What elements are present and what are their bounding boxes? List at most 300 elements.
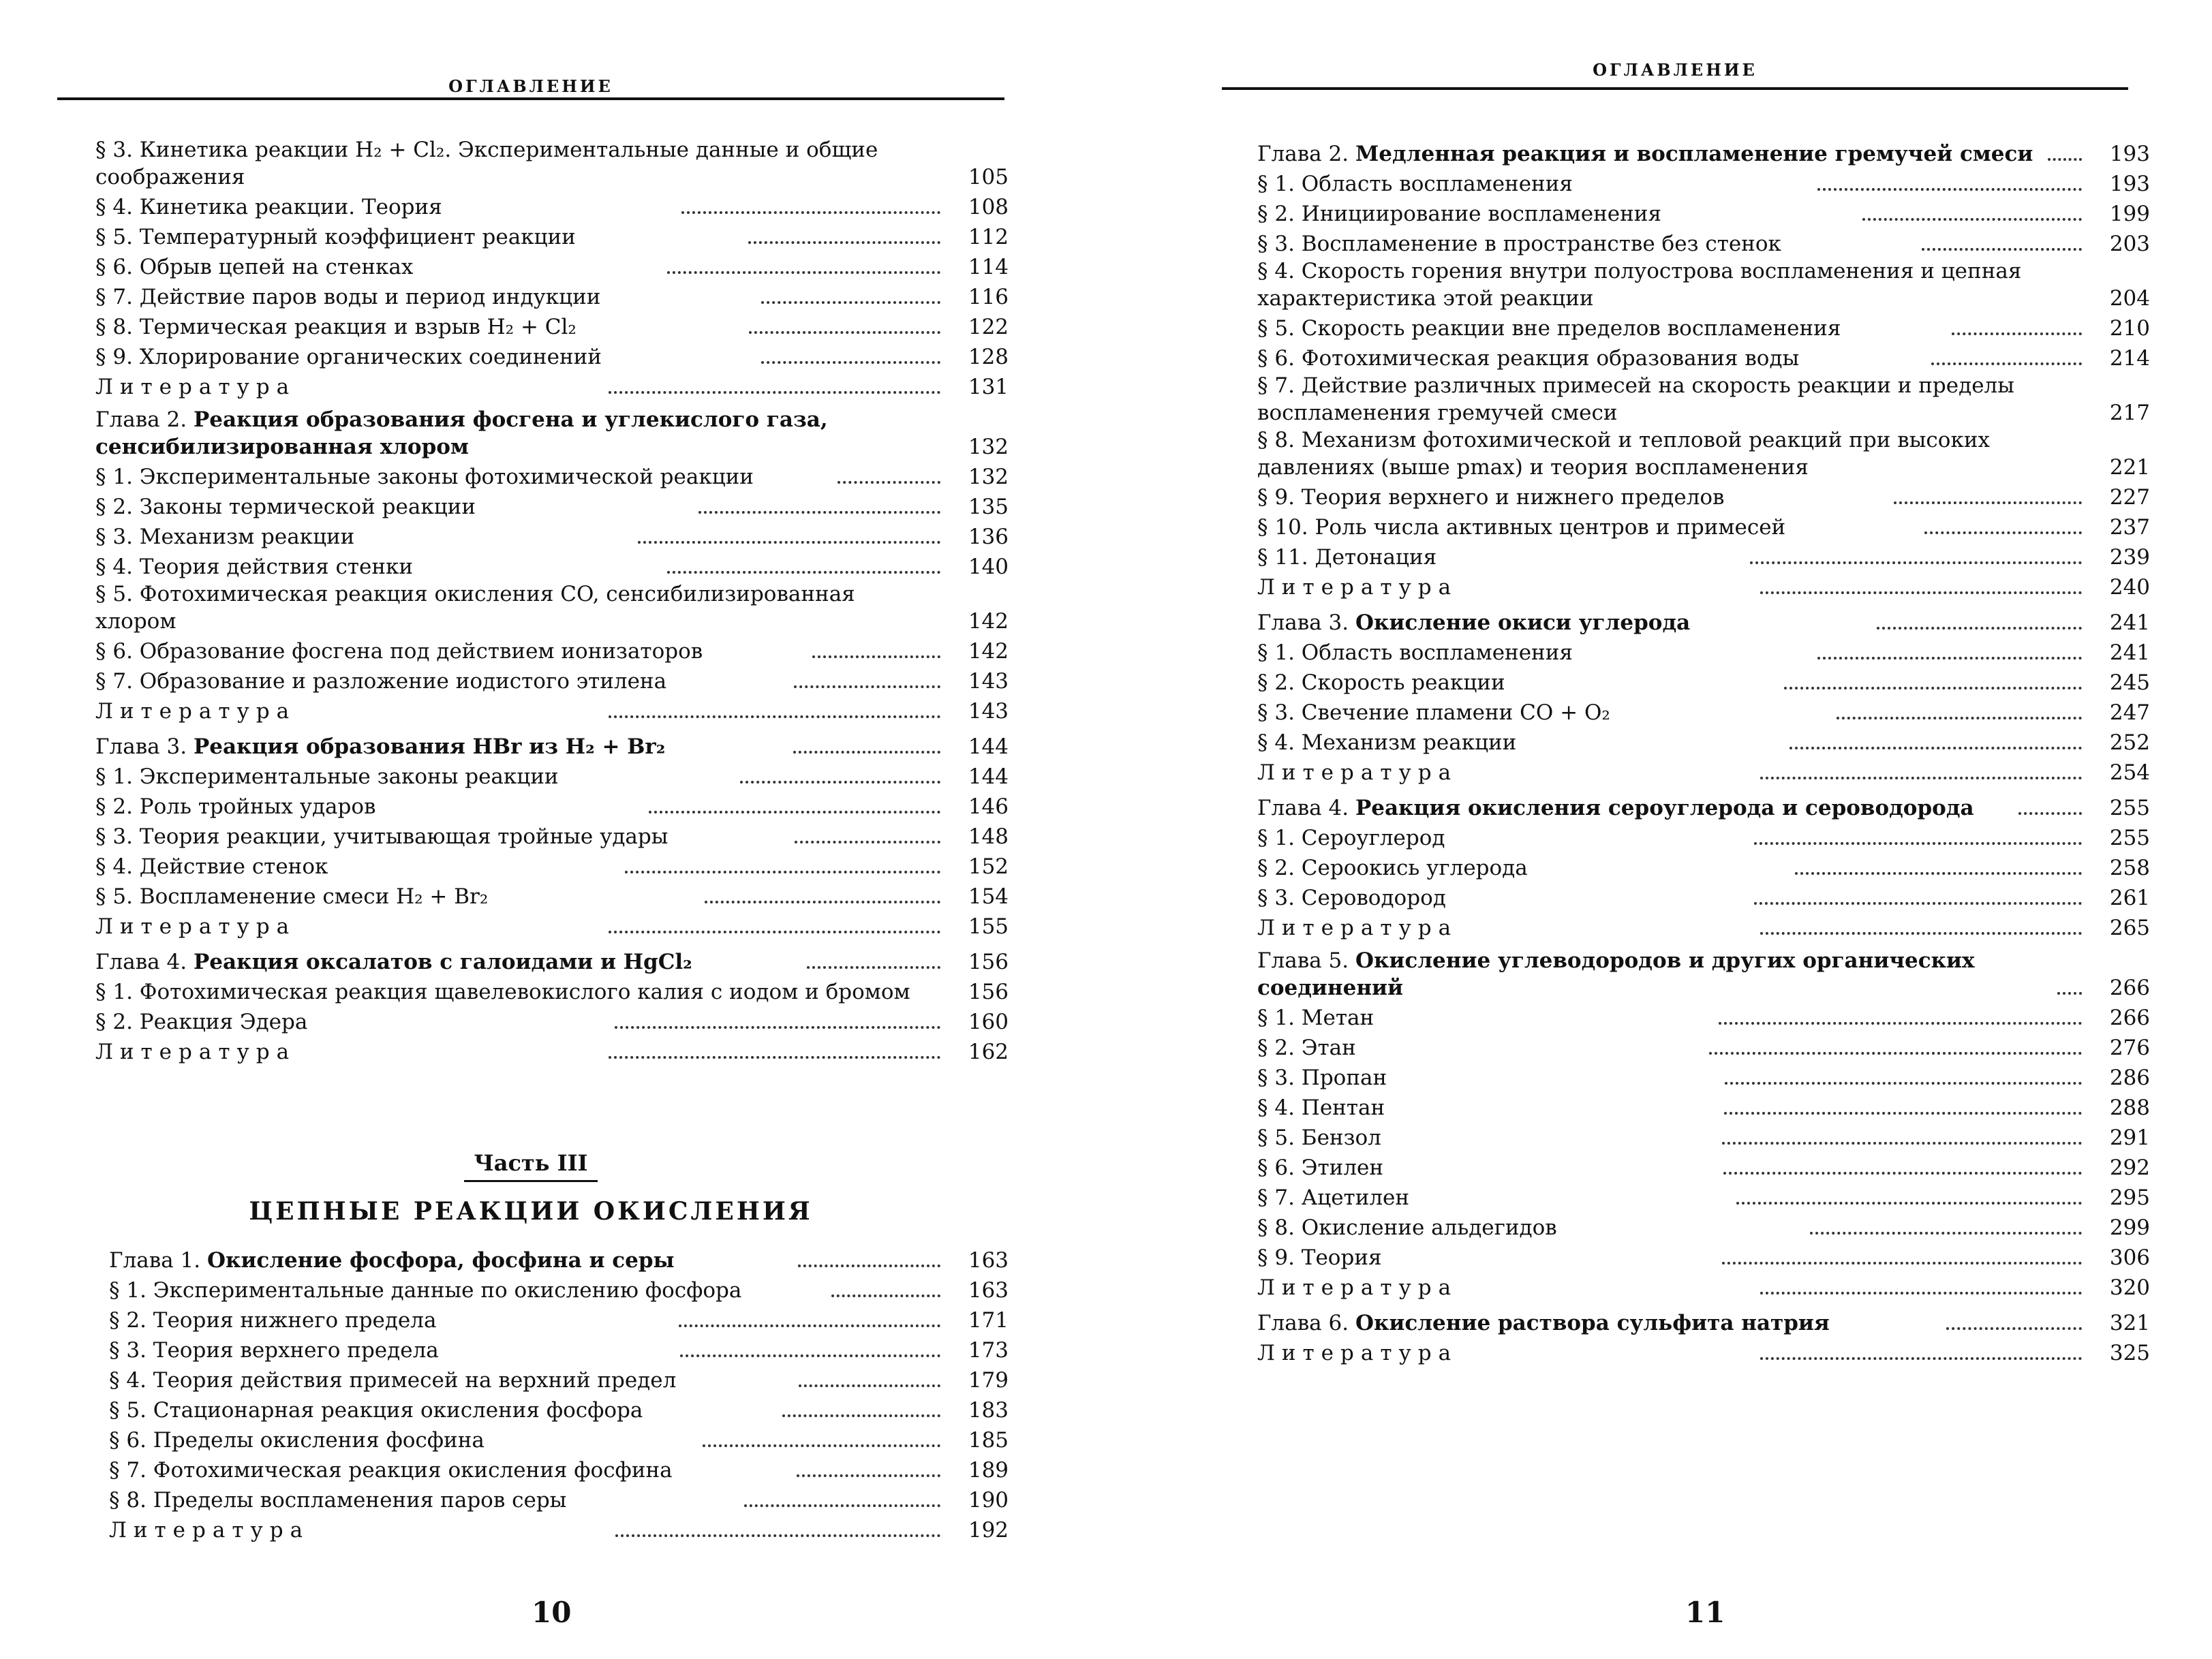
toc-page-number: 204 bbox=[2109, 286, 2150, 311]
toc-page-number: 325 bbox=[2109, 1341, 2151, 1365]
dot-leader bbox=[680, 1354, 940, 1357]
toc-page-number: 163 bbox=[968, 1278, 1009, 1303]
dot-leader bbox=[1754, 842, 2082, 845]
toc-entry-title bbox=[95, 948, 799, 976]
dot-leader bbox=[1760, 777, 2082, 779]
toc-page-number: 144 bbox=[968, 764, 1009, 789]
toc-page-number: 258 bbox=[2109, 856, 2150, 880]
toc-entry-title: § 7. Ацетилен bbox=[1257, 1185, 1410, 1210]
dot-leader bbox=[1877, 627, 2082, 630]
toc-page-number: 193 bbox=[2109, 172, 2151, 196]
dot-leader bbox=[1924, 531, 2082, 534]
toc-section-entry bbox=[95, 191, 1009, 221]
toc-page-number: 146 bbox=[968, 794, 1009, 819]
running-head: ОГЛАВЛЕНИЕ bbox=[1593, 60, 1757, 80]
toc-page-number: 193 bbox=[2109, 142, 2150, 166]
dot-leader bbox=[1789, 747, 2082, 749]
toc-section-entry bbox=[109, 1424, 1009, 1454]
toc-page-number: 135 bbox=[968, 495, 1009, 519]
dot-leader bbox=[799, 1384, 940, 1387]
toc-page-number: 143 bbox=[968, 669, 1009, 694]
running-head: ОГЛАВЛЕНИЕ bbox=[448, 76, 613, 96]
dot-leader bbox=[1760, 932, 2082, 935]
toc-entry-title: § 7. Действие различных примесей на скорость реакции и пределы воспламенения гремучей смеси bbox=[1257, 373, 2014, 425]
toc-page-number: 185 bbox=[968, 1428, 1009, 1453]
dot-leader bbox=[681, 211, 940, 214]
toc-literature-entry bbox=[95, 371, 1009, 401]
toc-page-number: 156 bbox=[968, 950, 1009, 974]
toc-entry-title: § 1. Экспериментальные законы фотохимической реакции bbox=[95, 465, 754, 489]
toc-page-number: 217 bbox=[2109, 401, 2150, 425]
dot-leader bbox=[831, 1294, 940, 1297]
dot-leader bbox=[1862, 218, 2082, 221]
toc-entry-title: § 2. Сероокись углерода bbox=[1257, 856, 1528, 880]
toc-entry-title: § 7. Образование и разложение иодистого этилена bbox=[95, 669, 667, 694]
toc-section-entry bbox=[1257, 1211, 2150, 1241]
toc-page-number: 210 bbox=[2109, 316, 2150, 341]
toc-page-number: 292 bbox=[2109, 1156, 2150, 1180]
toc-entry-title: Литература bbox=[1257, 916, 1458, 940]
dot-leader bbox=[782, 1414, 940, 1417]
toc-section-entry bbox=[1257, 541, 2150, 571]
toc-page-number: 320 bbox=[2109, 1275, 2151, 1300]
toc-entry-title: § 5. Фотохимическая реакция окисления CO, сенсибилизированная хлором bbox=[95, 582, 855, 634]
toc-page-number: 160 bbox=[968, 1010, 1009, 1034]
toc-entry-title: § 7. Фотохимическая реакция окисления фосфина bbox=[109, 1458, 673, 1483]
part-heading bbox=[57, 1150, 1004, 1226]
dot-leader bbox=[667, 571, 940, 574]
toc-entry-title: § 4. Скорость горения внутри полуострова воспламенения и цепная характеристика этой реакции bbox=[1257, 259, 2022, 311]
toc-page-number: 261 bbox=[2109, 886, 2151, 910]
toc-section-entry bbox=[95, 665, 1009, 695]
dot-leader bbox=[794, 685, 940, 688]
dot-leader bbox=[807, 966, 940, 969]
toc-page-number: 132 bbox=[968, 435, 1009, 459]
toc-page-number: 237 bbox=[2109, 515, 2150, 540]
toc-entry-title bbox=[109, 1247, 790, 1274]
chapter-title: Реакция оксалатов с галоидами и HgCl₂ bbox=[193, 950, 692, 974]
toc-page-number: 105 bbox=[968, 165, 1009, 189]
dot-leader bbox=[798, 1265, 940, 1267]
toc-entry-title: § 1. Область воспламенения bbox=[1257, 640, 1573, 665]
dot-leader bbox=[1817, 657, 2082, 660]
toc-entry-title: § 3. Теория реакции, учитывающая тройные удары bbox=[95, 824, 669, 849]
dot-leader bbox=[1760, 1357, 2082, 1360]
toc-entry-title bbox=[1257, 794, 2010, 822]
toc-section-entry bbox=[1257, 1181, 2150, 1211]
toc-page-number: 245 bbox=[2109, 670, 2151, 695]
toc-page-number: 144 bbox=[968, 734, 1009, 759]
toc-section-entry bbox=[109, 1334, 1009, 1364]
toc-page-number: 173 bbox=[968, 1338, 1009, 1363]
toc-section-entry bbox=[95, 136, 1009, 191]
toc-section-entry bbox=[1257, 1151, 2150, 1181]
toc-section-entry bbox=[1257, 882, 2150, 912]
dot-leader bbox=[1724, 1112, 2082, 1115]
toc-page-number: 112 bbox=[968, 225, 1009, 249]
toc-page-number: 116 bbox=[968, 285, 1009, 309]
toc-entry-title: § 4. Теория действия стенки bbox=[95, 555, 414, 579]
toc-entry-title: § 6. Фотохимическая реакция образования воды bbox=[1257, 346, 1800, 371]
toc-page-number: 321 bbox=[2109, 1311, 2150, 1335]
toc-section-entry bbox=[1257, 666, 2150, 696]
toc-section-entry bbox=[1257, 228, 2150, 258]
toc-chapter-entry bbox=[95, 406, 1009, 461]
dot-leader bbox=[638, 541, 940, 544]
toc-entry-title: § 4. Пентан bbox=[1257, 1096, 1385, 1120]
toc-chapter-entry bbox=[95, 730, 1009, 760]
toc-section-entry bbox=[95, 491, 1009, 521]
toc-entry-title: Литература bbox=[95, 1040, 296, 1064]
toc-page-number: 154 bbox=[968, 884, 1009, 909]
toc-section-entry bbox=[1257, 1032, 2150, 1061]
toc-page-number: 286 bbox=[2109, 1066, 2151, 1090]
toc-entry-title: § 9. Хлорирование органических соединений bbox=[95, 345, 602, 369]
toc-page-number: 132 bbox=[968, 465, 1009, 489]
toc-page-number: 179 bbox=[968, 1368, 1009, 1393]
toc-entry-title: § 2. Инициирование воспламенения bbox=[1257, 202, 1662, 226]
toc-page-number: 189 bbox=[968, 1458, 1009, 1483]
toc-entry-title bbox=[1257, 609, 1869, 636]
toc-section-entry bbox=[95, 461, 1009, 491]
toc-page-number: 252 bbox=[2109, 730, 2150, 755]
toc-entry-title: § 3. Теория верхнего предела bbox=[109, 1338, 439, 1363]
toc-section-entry bbox=[1257, 427, 2150, 481]
dot-leader bbox=[1709, 1052, 2082, 1055]
toc-section-entry bbox=[95, 760, 1009, 790]
chapter-label: Глава 4. bbox=[95, 950, 187, 974]
toc-entry-title: § 5. Скорость реакции вне пределов воспламенения bbox=[1257, 316, 1841, 341]
toc-entry-title: § 2. Реакция Эдера bbox=[95, 1010, 308, 1034]
toc-literature-entry bbox=[109, 1514, 1009, 1544]
toc-entry-title: § 1. Область воспламенения bbox=[1257, 172, 1573, 196]
dot-leader bbox=[615, 1026, 940, 1029]
chapter-title: Окисление окиси углерода bbox=[1355, 610, 1691, 635]
dot-leader bbox=[2018, 812, 2082, 815]
dot-leader bbox=[838, 481, 940, 484]
toc-section-entry bbox=[95, 251, 1009, 281]
toc-page-number: 254 bbox=[2109, 760, 2151, 785]
toc-page-number: 152 bbox=[968, 854, 1009, 879]
toc-section-entry bbox=[1257, 1121, 2150, 1151]
toc-section-entry bbox=[1257, 168, 2150, 198]
toc-page-number: 155 bbox=[968, 914, 1009, 939]
toc-section-entry bbox=[95, 880, 1009, 910]
toc-chapter-entry bbox=[95, 946, 1009, 976]
dot-leader bbox=[1795, 872, 2082, 875]
chapter-label: Глава 5. bbox=[1257, 948, 1349, 973]
dot-leader bbox=[812, 655, 940, 658]
toc-page-number: 240 bbox=[2109, 575, 2151, 600]
toc-entry-title: § 1. Экспериментальные законы реакции bbox=[95, 764, 559, 789]
toc-entry-title: § 5. Температурный коэффициент реакции bbox=[95, 225, 576, 249]
dot-leader bbox=[797, 1474, 940, 1477]
toc-entry-title: § 1. Сероуглерод bbox=[1257, 826, 1445, 850]
toc-entry-title: § 3. Пропан bbox=[1257, 1066, 1387, 1090]
chapter-title: Реакция окисления сероуглерода и сероводорода bbox=[1355, 796, 1974, 820]
toc-section-entry bbox=[1257, 1061, 2150, 1091]
toc-section-entry bbox=[109, 1364, 1009, 1394]
toc-entry-title: § 4. Действие стенок bbox=[95, 854, 328, 879]
toc-page-number: 306 bbox=[2109, 1245, 2151, 1270]
dot-leader bbox=[1952, 332, 2082, 335]
toc-section-entry bbox=[95, 521, 1009, 551]
dot-leader bbox=[1760, 1292, 2082, 1294]
toc-page-number: 265 bbox=[2109, 916, 2151, 940]
toc-page-number: 291 bbox=[2109, 1126, 2150, 1150]
dot-leader bbox=[748, 241, 940, 244]
dot-leader bbox=[609, 1056, 940, 1059]
toc-section-entry bbox=[95, 281, 1009, 311]
toc-page-number: 239 bbox=[2109, 545, 2151, 570]
toc-chapter-entry bbox=[1257, 606, 2150, 636]
toc-section-entry bbox=[1257, 726, 2150, 756]
dot-leader bbox=[749, 331, 940, 334]
toc-entry-title bbox=[1257, 947, 2049, 1002]
toc-entry-title bbox=[1257, 1309, 1938, 1337]
toc-page-number: 247 bbox=[2109, 700, 2151, 725]
toc-section-entry bbox=[109, 1454, 1009, 1484]
dot-leader bbox=[740, 781, 940, 784]
dot-leader bbox=[744, 1504, 940, 1507]
toc-section-entry bbox=[95, 820, 1009, 850]
toc-entry-title bbox=[95, 733, 785, 760]
toc-page-number: 143 bbox=[968, 699, 1009, 724]
chapter-label: Глава 6. bbox=[1257, 1311, 1349, 1335]
page-number: 10 bbox=[532, 1596, 572, 1629]
toc-page-number: 192 bbox=[968, 1518, 1009, 1542]
toc-section-entry bbox=[95, 341, 1009, 371]
dot-leader bbox=[1922, 248, 2082, 251]
toc-section-entry bbox=[1257, 696, 2150, 726]
chapter-label: Глава 2. bbox=[1257, 142, 1349, 166]
toc-entry-title: § 2. Теория нижнего предела bbox=[109, 1308, 437, 1333]
page-number: 11 bbox=[1685, 1596, 1725, 1629]
toc-entry-title: § 5. Стационарная реакция окисления фосфора bbox=[109, 1398, 643, 1423]
toc-entry-title: § 6. Образование фосгена под действием ионизаторов bbox=[95, 639, 703, 664]
toc-section-entry bbox=[95, 976, 1009, 1006]
toc-literature-entry bbox=[95, 1036, 1009, 1066]
dot-leader bbox=[1810, 1232, 2082, 1235]
toc-page-number: 114 bbox=[968, 255, 1009, 279]
toc-page-number: 266 bbox=[2109, 1006, 2151, 1030]
toc-entry-title: Литература bbox=[95, 699, 296, 724]
toc-entry-title: § 2. Скорость реакции bbox=[1257, 670, 1505, 695]
dot-leader bbox=[793, 751, 940, 754]
dot-leader bbox=[795, 841, 940, 843]
toc-page-number: 214 bbox=[2109, 346, 2150, 371]
toc-page-number: 241 bbox=[2109, 640, 2151, 665]
toc-entry-title: § 10. Роль числа активных центров и примесей bbox=[1257, 515, 1786, 540]
toc-entry-title: § 4. Теория действия примесей на верхний предел bbox=[109, 1368, 677, 1393]
dot-leader bbox=[1722, 1262, 2082, 1265]
toc-chapter-entry bbox=[1257, 947, 2150, 1002]
toc-literature-entry bbox=[1257, 756, 2150, 786]
dot-leader bbox=[625, 871, 940, 873]
toc-entry-title: § 3. Свечение пламени CO + O₂ bbox=[1257, 700, 1610, 725]
toc-page-number: 171 bbox=[968, 1308, 1009, 1333]
dot-leader bbox=[1736, 1202, 2082, 1205]
toc-section-entry bbox=[1257, 636, 2150, 666]
toc-page-number: 299 bbox=[2109, 1215, 2151, 1240]
right-page bbox=[1106, 0, 2212, 1659]
toc-list bbox=[109, 1239, 1009, 1544]
chapter-title: Медленная реакция и воспламенение гремучей смеси bbox=[1355, 142, 2033, 166]
header-rule bbox=[1222, 87, 2128, 90]
toc-page-number: 162 bbox=[968, 1040, 1009, 1064]
toc-section-entry bbox=[1257, 822, 2150, 852]
chapter-label: Глава 1. bbox=[109, 1248, 201, 1273]
toc-section-entry bbox=[95, 311, 1009, 341]
dot-leader bbox=[1722, 1142, 2082, 1145]
toc-entry-title: Литература bbox=[1257, 760, 1458, 785]
toc-page-number: 255 bbox=[2109, 826, 2151, 850]
toc-entry-title: § 7. Действие паров воды и период индукции bbox=[95, 285, 601, 309]
dot-leader bbox=[2057, 992, 2082, 995]
toc-page-number: 183 bbox=[968, 1398, 1009, 1423]
toc-section-entry bbox=[109, 1274, 1009, 1304]
dot-leader bbox=[1837, 717, 2082, 719]
toc-entry-title: Литература bbox=[1257, 1275, 1458, 1300]
dot-leader bbox=[609, 931, 940, 933]
toc-page-number: 295 bbox=[2109, 1185, 2150, 1210]
toc-page-number: 131 bbox=[968, 375, 1009, 399]
toc-entry-title: § 3. Сероводород bbox=[1257, 886, 1446, 910]
toc-entry-title: § 1. Экспериментальные данные по окислению фосфора bbox=[109, 1278, 742, 1303]
part-title: ЦЕПНЫЕ РЕАКЦИИ ОКИСЛЕНИЯ bbox=[249, 1197, 813, 1226]
toc-page-number: 136 bbox=[968, 525, 1009, 549]
toc-page-number: 227 bbox=[2109, 485, 2150, 510]
toc-section-entry bbox=[1257, 312, 2150, 342]
chapter-label: Глава 2. bbox=[95, 407, 187, 432]
toc-section-entry bbox=[1257, 1002, 2150, 1032]
toc-section-entry bbox=[1257, 511, 2150, 541]
toc-chapter-entry bbox=[109, 1244, 1009, 1274]
toc-section-entry bbox=[1257, 258, 2150, 312]
dot-leader bbox=[679, 1324, 940, 1327]
toc-chapter-entry bbox=[1257, 792, 2150, 822]
toc-entry-title: § 2. Законы термической реакции bbox=[95, 495, 476, 519]
toc-section-entry bbox=[95, 790, 1009, 820]
dot-leader bbox=[1931, 362, 2082, 365]
toc-list bbox=[95, 136, 1009, 1066]
toc-entry-title: § 2. Роль тройных ударов bbox=[95, 794, 376, 819]
toc-section-entry bbox=[109, 1484, 1009, 1514]
toc-literature-entry bbox=[1257, 1271, 2150, 1301]
chapter-title: Реакция образования HBr из H₂ + Br₂ bbox=[193, 734, 666, 759]
chapter-title: Окисление раствора сульфита натрия bbox=[1355, 1311, 1830, 1335]
toc-section-entry bbox=[1257, 342, 2150, 372]
dot-leader bbox=[667, 271, 940, 274]
toc-entry-title: Литература bbox=[95, 914, 296, 939]
dot-leader bbox=[1817, 188, 2082, 191]
toc-entry-title: § 5. Бензол bbox=[1257, 1126, 1381, 1150]
toc-section-entry bbox=[95, 221, 1009, 251]
dot-leader bbox=[1760, 591, 2082, 594]
dot-leader bbox=[615, 1534, 940, 1537]
dot-leader bbox=[1946, 1327, 2082, 1330]
toc-page-number: 266 bbox=[2109, 976, 2150, 1000]
toc-entry-title: § 3. Воспламенение в пространстве без стенок bbox=[1257, 232, 1781, 256]
toc-entry-title: § 3. Механизм реакции bbox=[95, 525, 355, 549]
toc-entry-title: § 9. Теория верхнего и нижнего пределов bbox=[1257, 485, 1725, 510]
toc-chapter-entry bbox=[1257, 138, 2150, 168]
toc-page-number: 156 bbox=[968, 980, 1009, 1004]
dot-leader bbox=[609, 715, 940, 718]
toc-entry-title: § 8. Пределы воспламенения паров серы bbox=[109, 1488, 567, 1513]
toc-page-number: 221 bbox=[2109, 455, 2150, 480]
toc-section-entry bbox=[1257, 372, 2150, 427]
toc-literature-entry bbox=[95, 910, 1009, 940]
dot-leader bbox=[2048, 158, 2082, 161]
toc-entry-title: § 3. Кинетика реакции H₂ + Cl₂. Экспериментальные данные и общие соображения bbox=[95, 138, 878, 189]
chapter-label: Глава 3. bbox=[1257, 610, 1349, 635]
toc-entry-title: Литература bbox=[1257, 575, 1458, 600]
toc-page-number: 288 bbox=[2109, 1096, 2150, 1120]
toc-section-entry bbox=[95, 850, 1009, 880]
toc-entry-title: § 4. Кинетика реакции. Теория bbox=[95, 195, 442, 219]
toc-section-entry bbox=[1257, 852, 2150, 882]
toc-page-number: 163 bbox=[968, 1248, 1009, 1273]
dot-leader bbox=[1719, 1022, 2082, 1025]
chapter-title: Окисление углеводородов и других органических соединений bbox=[1257, 948, 1975, 1000]
toc-entry-title: § 11. Детонация bbox=[1257, 545, 1437, 570]
toc-section-entry bbox=[109, 1394, 1009, 1424]
toc-page-number: 203 bbox=[2109, 232, 2151, 256]
dot-leader bbox=[761, 361, 940, 364]
dot-leader bbox=[761, 301, 940, 304]
toc-section-entry bbox=[95, 580, 1009, 635]
toc-page-number: 108 bbox=[968, 195, 1009, 219]
dot-leader bbox=[1723, 1172, 2082, 1175]
chapter-title: Реакция образования фосгена и углекислого газа, сенсибилизированная хлором bbox=[95, 407, 828, 459]
dot-leader bbox=[649, 811, 940, 813]
header-rule bbox=[57, 97, 1004, 100]
toc-entry-title: Литература bbox=[1257, 1341, 1458, 1365]
dot-leader bbox=[698, 511, 940, 514]
toc-entry-title bbox=[1257, 140, 2040, 168]
toc-entry-title: § 8. Термическая реакция и взрыв H₂ + Cl₂ bbox=[95, 315, 577, 339]
toc-entry-title: § 2. Этан bbox=[1257, 1036, 1356, 1060]
toc-list bbox=[1257, 132, 2150, 1367]
toc-entry-title: § 1. Метан bbox=[1257, 1006, 1374, 1030]
chapter-label: Глава 4. bbox=[1257, 796, 1349, 820]
toc-section-entry bbox=[95, 551, 1009, 580]
toc-page-number: 122 bbox=[968, 315, 1009, 339]
toc-entry-title: § 6. Пределы окисления фосфина bbox=[109, 1428, 485, 1453]
toc-entry-title bbox=[95, 406, 949, 461]
toc-section-entry bbox=[95, 635, 1009, 665]
chapter-label: Глава 3. bbox=[95, 734, 187, 759]
toc-page-number: 148 bbox=[968, 824, 1009, 849]
toc-entry-title: § 6. Этилен bbox=[1257, 1156, 1384, 1180]
toc-page-number: 142 bbox=[968, 639, 1009, 664]
part-number: Часть III bbox=[464, 1150, 597, 1182]
toc-entry-title: § 6. Обрыв цепей на стенках bbox=[95, 255, 414, 279]
dot-leader bbox=[1754, 902, 2082, 905]
toc-entry-title: § 8. Механизм фотохимической и тепловой реакций при высоких давлениях (выше pmax) и теория воспламенения bbox=[1257, 428, 1990, 480]
toc-section-entry bbox=[1257, 198, 2150, 228]
toc-literature-entry bbox=[1257, 571, 2150, 601]
toc-page-number: 276 bbox=[2109, 1036, 2150, 1060]
dot-leader bbox=[609, 391, 940, 394]
toc-entry-title: Литература bbox=[109, 1518, 310, 1542]
toc-literature-entry bbox=[95, 695, 1009, 725]
toc-literature-entry bbox=[1257, 1337, 2150, 1367]
dot-leader bbox=[1725, 1082, 2082, 1085]
toc-section-entry bbox=[1257, 1091, 2150, 1121]
toc-entry-title: § 9. Теория bbox=[1257, 1245, 1382, 1270]
